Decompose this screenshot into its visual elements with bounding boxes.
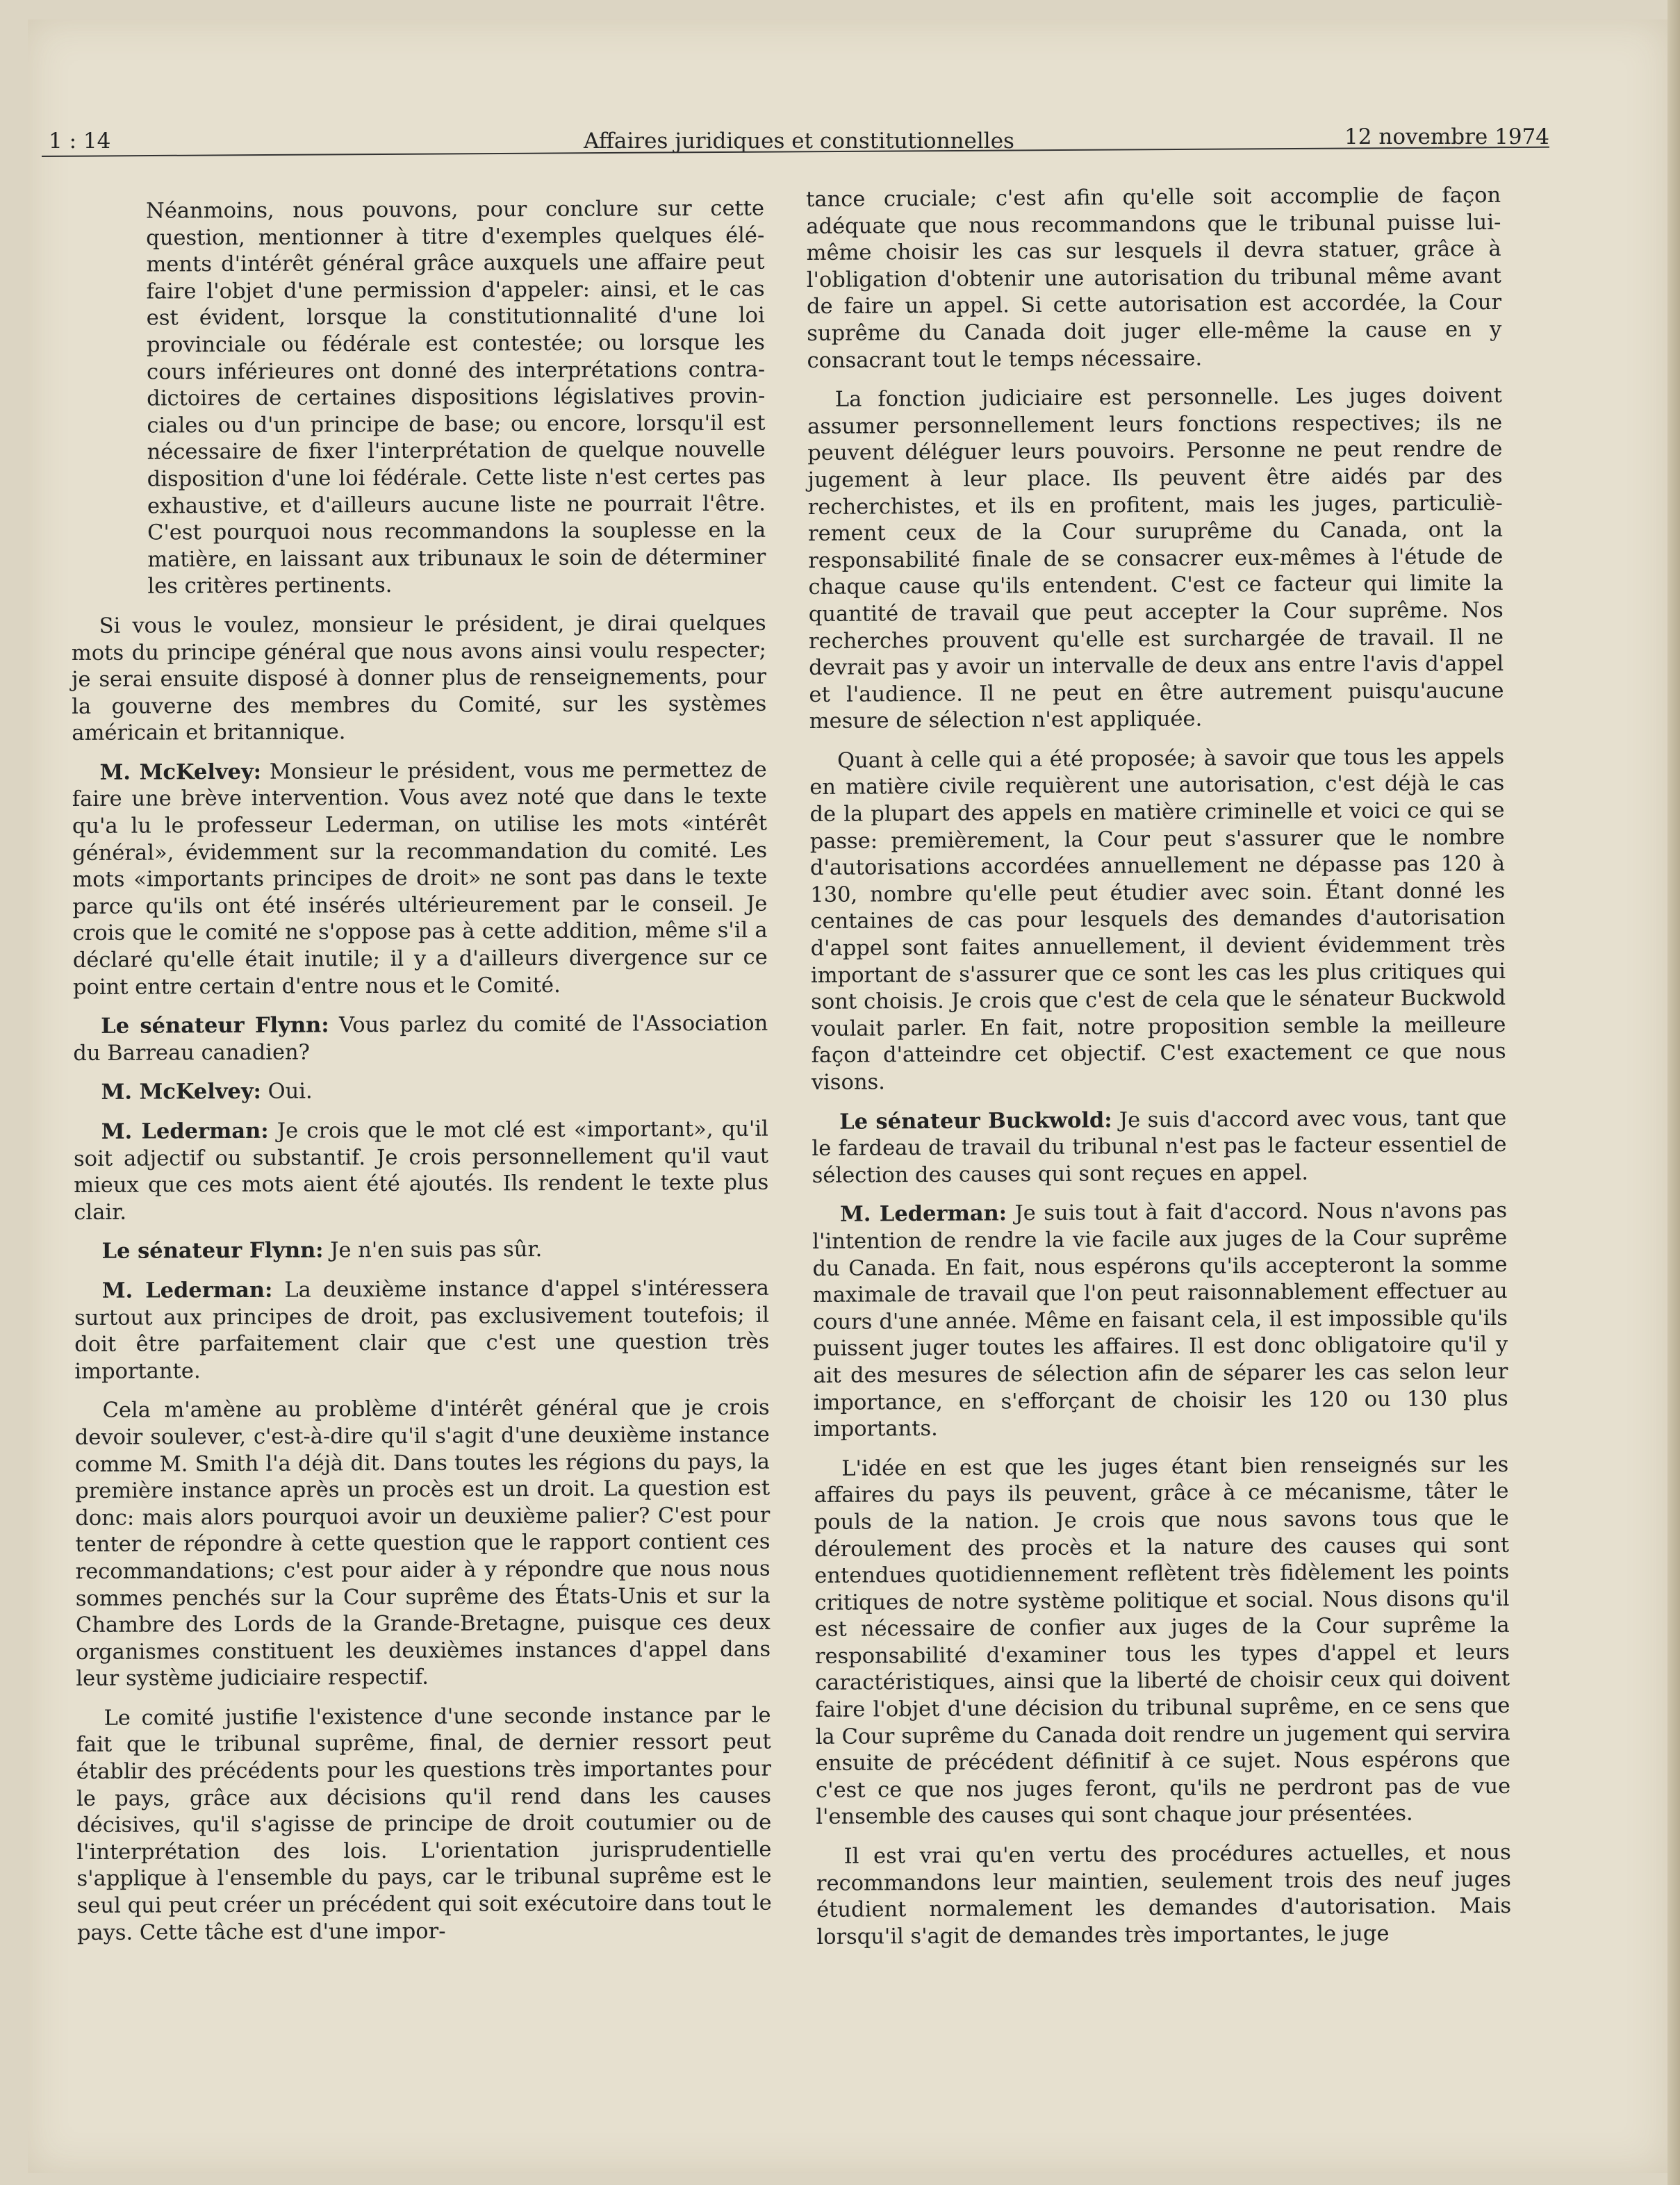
paragraph-text: Quant à celle qui a été proposée; à savoir que tous les appels en matière civile requièrent une autorisation, c'est déjà le cas de la plupart des appels en matière criminelle et voici ce qui se passe: premièrement, la Cour peut s'assurer que le nombre d'autorisations accordées annuellement ne dépasse pas 120 à 130, nombre qu'elle peut étudier avec soin. Étant donné les centaines de cas pour lesquels des demandes d'autorisation d'appel sont faites annuellement, il devient évidemment très important de s'assurer que ce sont les cas les plus critiques qui sont choisis. Je crois que c'est de cela que le sénateur Buckwold voulait parler. En fait, notre proposition semble la meilleure façon d'atteindre cet objectif. C'est exactement ce que nous visons. — [809, 744, 1506, 1095]
speaker-name: M. McKelvey: — [99, 759, 262, 785]
paragraph — [74, 1076, 768, 1107]
paragraph — [806, 182, 1502, 374]
speaker-name: Le sénateur Buckwold: — [839, 1107, 1112, 1135]
paragraph-text: Vous parlez du comité de l'Association du Barreau canadien? — [73, 1011, 768, 1066]
paragraph-text: Si vous le voulez, monsieur le président, je dirai quelques mots du principe général que nous avons ainsi voulu respecter; je serai ensuite disposé à donner plus de renseignements, pour la gouverne des membres du Comité, sur les systèmes américain et britannique. — [71, 611, 767, 746]
paragraph — [809, 743, 1506, 1097]
paragraph-text: Cela m'amène au problème d'intérêt général que je crois devoir soulever, c'est-à-dire qu'il s'agit d'une deuxième instance comme M. Smith l'a déjà dit. Dans toutes les régions du pays, la première instance après un procès est un droit. La question est donc: mais alors pourquoi avoir un deuxième palier? C'est pour tenter de répondre à cette question que le rapport contient ces recommandations; c'est pour aider à y répondre que nous nous sommes penchés sur la Cour suprême des États-Unis et sur la Chambre des Lords de la Grande-Bretagne, puisque ces deux organismes constituent les deuxièmes instances d'appel dans leur système judiciaire respectif. — [74, 1395, 771, 1692]
paragraph-text: Je crois que le mot clé est «important», qu'il soit adjectif ou substantif. Je crois personnellement qu'il vaut mieux que ces mots aient été ajoutés. Ils rendent le texte plus clair. — [73, 1116, 769, 1225]
speaker-name: M. Lederman: — [839, 1201, 1007, 1228]
paragraph — [69, 195, 766, 601]
paragraph-text: La deuxième instance d'appel s'intéressera surtout aux principes de droit, pas exclusivement toutefois; il doit être parfaitement clair que c'est une question très importante. — [74, 1276, 770, 1384]
paragraph-text: Je suis tout à fait d'accord. Nous n'avons pas l'intention de rendre la vie facile aux juges de la Cour suprême du Canada. En fait, nous espérons qu'ils accepteront la somme maximale de travail que l'on peut raisonnablement effectuer au cours d'une année. Même en faisant cela, il est impossible qu'ils puissent juger toutes les affaires. Il est donc obligatoire qu'il y ait des mesures de sélection afin de séparer les cas selon leur importance, en s'efforçant de choisir les 120 ou 130 plus importants. — [812, 1198, 1508, 1442]
paragraph — [74, 1116, 769, 1227]
page-number: 1 : 14 — [49, 129, 111, 154]
speaker-name: M. McKelvey: — [101, 1079, 261, 1105]
paragraph — [72, 610, 767, 748]
paragraph-text: Il est vrai qu'en vertu des procédures actuelles, et nous recommandons leur maintien, seulement trois des neuf juges étudient normalement les demandes d'autorisation. Mais lorsqu'il s'agit de demandes très importantes, le juge — [816, 1840, 1512, 1949]
paragraph — [72, 757, 768, 1002]
paragraph-text: Le comité justifie l'existence d'une seconde instance par le fait que le tribunal suprême, final, de dernier ressort peut établir des précédents pour les questions très importantes pour le pays, grâce aux décisions qu'il rend dans les causes décisives, qu'il s'agisse de principe de droit coutumier ou de l'interprétation des lois. L'orientation jurisprudentielle s'applique à l'ensemble du pays, car le tribunal suprême est le seul qui peut créer un précédent qui soit exécutoire dans tout le pays. Cette tâche est d'une impor- — [76, 1703, 772, 1945]
paragraph — [816, 1839, 1512, 1951]
right-column — [806, 182, 1512, 1963]
paragraph-text: tance cruciale; c'est afin qu'elle soit accomplie de façon adéquate que nous recommandons que le tribunal puisse lui-même choisir les cas sur lesquels il devra statuer, grâce à l'obligation d'obtenir une autorisation du tribunal même avant de faire un appel. Si cette autorisation est accordée, la Cour suprême du Canada doit juger elle-même la cause en y consacrant tout le temps nécessaire. — [806, 183, 1502, 373]
speaker-name: Le sénateur Flynn: — [101, 1237, 324, 1264]
paragraph — [76, 1701, 772, 1947]
paragraph-text: Monsieur le président, vous me permettez de faire une brève intervention. Vous avez noté que dans le texte qu'a lu le professeur Lederman, on utilise les mots «intérêt général», évidemment sur la recommandation du comité. Les mots «importants principes de droit» ne sont pas dans le texte parce qu'ils ont été insérés ultérieurement par le conseil. Je crois que le comité ne s'oppose pas à cette addition, même s'il a déclaré qu'elle était inutile; il y a d'ailleurs divergence sur ce point entre certain d'entre nous et le Comité. — [72, 757, 768, 1000]
paragraph — [812, 1104, 1507, 1189]
left-column — [69, 195, 772, 1959]
paragraph-text: Oui. — [267, 1079, 313, 1105]
paragraph-text: La fonction judiciaire est personnelle. Les juges doivent assumer personnellement leurs fonctions respectives; ils ne peuvent déléguer leurs pouvoirs. Personne ne peut rendre de jugement à leur place. Ils peuvent être aidés par des recherchistes, et ils en profitent, mais les juges, particulièrement ceux de la Cour suruprême du Canada, ont la responsabilité finale de se consacrer eux-mêmes à l'étude de chaque cause qu'ils entendent. C'est ce facteur qui limite la quantité de travail que peut accepter la Cour suprême. Nos recherches prouvent qu'elle est surchargée de travail. Il ne devrait pas y avoir un intervalle de deux ans entre l'avis d'appel et l'audience. Il ne peut en être autrement puisqu'aucune mesure de sélection n'est appliquée. — [807, 384, 1504, 734]
paragraph — [73, 1010, 768, 1068]
paragraph — [812, 1197, 1508, 1443]
speaker-name: Le sénateur Flynn: — [101, 1012, 329, 1039]
paragraph-text: Néanmoins, nous pouvons, pour conclure sur cette question, mentionner à titre d'exemples quelques éléments d'intérêt général grâce auxquels une affaire peut faire l'objet d'une permission d'appeler: ainsi, et le cas est évident, lorsque la constitutionnalité d'une loi provinciale ou fédérale est contestée; ou lorsque les cours inférieures ont donné des interprétations contradictoires de certaines dispositions législatives provinciales ou d'un principe de base; ou encore, lorsqu'il est nécessaire de fixer l'interprétation de quelque nouvelle disposition d'une loi fédérale. Cette liste n'est certes pas exhaustive, et d'ailleurs aucune liste ne pourrait l'être. C'est pourquoi nous recommandons la souplesse en la matière, en laissant aux tribunaux le soin de déterminer les critères pertinents. — [146, 196, 766, 599]
speaker-name: M. Lederman: — [101, 1118, 269, 1144]
speaker-name: M. Lederman: — [101, 1277, 273, 1303]
paragraph — [807, 382, 1504, 736]
paragraph-text: Je n'en suis pas sûr. — [330, 1237, 543, 1263]
paragraph-text: L'idée en est que les juges étant bien renseignés sur les affaires du pays ils peuvent, grâce à ce mécanisme, tâter le pouls de la nation. Je crois que nous savons tous que le déroulement des procès et la nature des causes qui sont entendues quotidiennement reflètent très fidèlement les points critiques de notre système politique et social. Nous disons qu'il est nécessaire de confier aux juges de la Cour suprême la responsabilité d'examiner tous les types d'appel et leurs caractéristiques, ainsi que la liberté de choisir ceux qui doivent faire l'objet d'une décision du tribunal suprême, en ce sens que la Cour suprême du Canada doit rendre un jugement qui servira ensuite de précédent définitif à ce sujet. Nous espérons que c'est ce que nos juges feront, qu'ils ne perdront pas de vue l'ensemble des causes qui sont chaque jour présentées. — [814, 1452, 1511, 1830]
paragraph — [74, 1275, 770, 1386]
paragraph — [814, 1451, 1510, 1831]
paragraph-text: Je suis d'accord avec vous, tant que le fardeau de travail du tribunal n'est pas le facteur essentiel de sélection des causes qui sont reçues en appel. — [812, 1105, 1507, 1188]
paragraph — [74, 1235, 769, 1266]
running-title: Affaires juridiques et constitutionnelles — [584, 129, 1014, 154]
header-date: 12 novembre 1974 — [1344, 124, 1549, 149]
page-binding-edge — [1667, 0, 1680, 2185]
paragraph — [75, 1394, 771, 1693]
